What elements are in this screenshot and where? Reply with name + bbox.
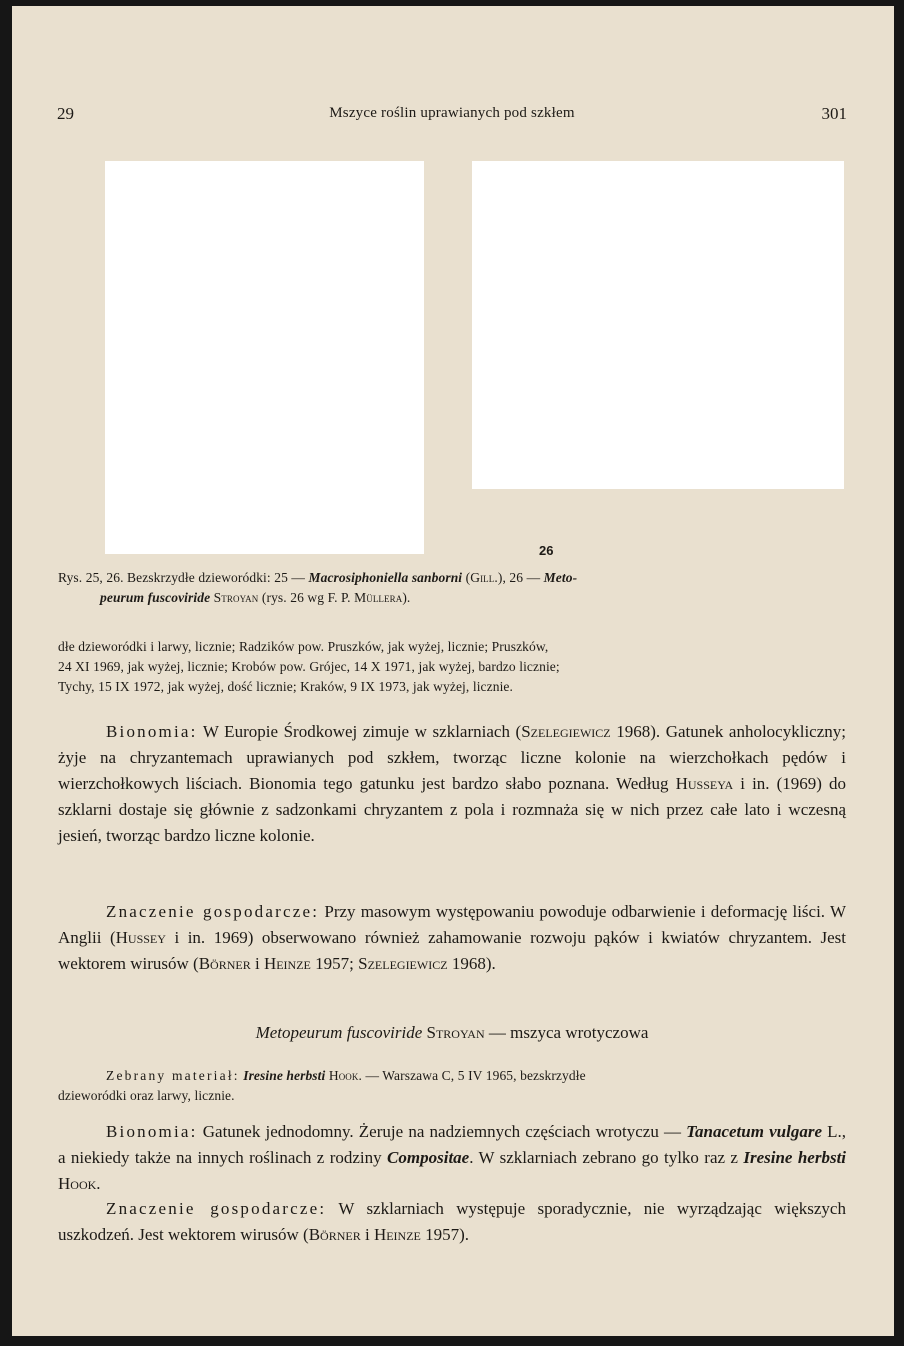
plant-name: Iresine herbsti: [243, 1068, 326, 1083]
collected-line-2: dzieworódki oraz larwy, licznie.: [58, 1088, 235, 1103]
author: Szelegiewicz: [358, 954, 448, 973]
species-common-name: mszyca wrotyczowa: [510, 1023, 649, 1042]
text: i in. (1969) do szklarni dostaje się głównie z sadzonkami chryzantem z pola i rozmnaża się w nich przez całe lato i wczesną jesień, tworząc bardzo liczne kolonie.: [58, 774, 847, 845]
family-name: Compositae: [387, 1148, 470, 1167]
text: .: [96, 1174, 101, 1193]
author: Hook: [58, 1174, 97, 1193]
caption-text: Rys. 25, 26. Bezskrzydłe dzieworódki: 25 —: [58, 570, 305, 585]
running-head-title: Mszyce roślin uprawianych pod szkłem: [329, 105, 575, 121]
heading-dash: —: [488, 1023, 506, 1042]
text: 1968).: [451, 954, 496, 973]
records-line-1: dłe dzieworódki i larwy, licznie; Radzików pow. Pruszków, jak wyżej, licznie; Pruszków,: [58, 639, 549, 654]
text: Gatunek jednodomny. Żeruje na nadziemnych częściach wrotyczu —: [202, 1122, 681, 1141]
author: Börner: [198, 954, 251, 973]
caption-species-2a: Meto-: [543, 570, 578, 585]
species-author: Stroyan: [426, 1023, 485, 1042]
collected-material: [58, 1066, 846, 1106]
page-number: 301: [821, 104, 847, 123]
author: Szelegiewicz: [521, 722, 611, 741]
text: i in. 1969) obserwowano również zahamowanie rozwoju pąków i kwiatów chryzantem. Jest wektorem wirusów (: [58, 928, 847, 973]
plant-name: Iresine herbsti: [743, 1148, 847, 1167]
figure-26-label: 26: [539, 543, 554, 558]
book-page: [12, 6, 894, 1336]
caption-end: ).: [402, 590, 411, 605]
paragraph-znaczenie-2: [58, 1196, 846, 1248]
caption-source: (rys. 26 wg F. P.: [261, 590, 351, 605]
records-line-2: 24 XI 1969, jak wyżej, licznie; Krobów pow. Grójec, 14 X 1971, jak wyżej, bardzo licznie;: [58, 659, 560, 674]
chapter-number: 29: [57, 104, 74, 123]
caption-author-1: (Gill.): [465, 570, 503, 585]
label-znaczenie: Znaczenie gospodarcze:: [106, 902, 320, 921]
paragraph-bionomia-2: [58, 1119, 846, 1197]
species-name: Metopeurum fuscoviride: [255, 1023, 423, 1042]
collected-text: — Warszawa C, 5 IV 1965, bezskrzydłe: [365, 1068, 586, 1083]
label-bionomia: Bionomia:: [106, 722, 198, 741]
caption-author-2: Stroyan: [213, 590, 259, 605]
text: W Europie Środkowej zimuje w szklarniach (: [202, 722, 522, 741]
records-line-3: Tychy, 15 IX 1972, jak wyżej, dość licznie; Kraków, 9 IX 1973, jak wyżej, licznie.: [58, 679, 513, 694]
text: W szklarniach występuje sporadycznie, nie wyrządzając większych uszkodzeń. Jest wektorem wirusów (: [58, 1199, 846, 1244]
author: Heinze: [373, 1225, 421, 1244]
author: Heinze: [263, 954, 311, 973]
caption-species-2b: peurum fuscoviride: [100, 590, 211, 605]
text: 1957).: [425, 1225, 470, 1244]
text: 1968). Gatunek anholocykliczny; żyje na chryzantemach uprawianych pod szkłem, tworząc liczne kolonie na wierzchołkach pędów i wierzchołkowych liściach. Bionomia tego gatunku jest bardzo słabo poznana. Według: [58, 722, 846, 793]
text: 1957;: [315, 954, 354, 973]
text: L., a niekiedy także na innych roślinach z rodziny: [58, 1122, 847, 1167]
figure-26-image: [472, 161, 844, 489]
text: Przy masowym występowaniu powoduje odbarwienie i deformację liści. W Anglii (: [58, 902, 847, 947]
author: Hussey: [115, 928, 166, 947]
author: Börner: [308, 1225, 361, 1244]
species-heading: [58, 1023, 846, 1043]
caption-author-3: Müllera: [354, 590, 403, 605]
collection-records: [58, 637, 846, 697]
label-znaczenie: Znaczenie gospodarcze:: [106, 1199, 327, 1218]
author: Husseya: [675, 774, 734, 793]
paragraph-znaczenie-1: [58, 899, 846, 977]
caption-separator: , 26 —: [502, 570, 541, 585]
plant-name: Tanacetum vulgare: [686, 1122, 822, 1141]
figure-caption: [58, 568, 846, 608]
running-head: [57, 104, 847, 128]
caption-species-1: Macrosiphoniella sanborni: [308, 570, 463, 585]
label-bionomia: Bionomia:: [106, 1122, 198, 1141]
paragraph-bionomia-1: [58, 719, 846, 849]
figure-25-image: [105, 161, 424, 554]
text: i: [254, 954, 260, 973]
label-collected: Zebrany materiał:: [106, 1068, 240, 1083]
text: i: [364, 1225, 370, 1244]
text: . W szklarniach zebrano go tylko raz z: [469, 1148, 738, 1167]
plant-author: Hook.: [328, 1068, 362, 1083]
